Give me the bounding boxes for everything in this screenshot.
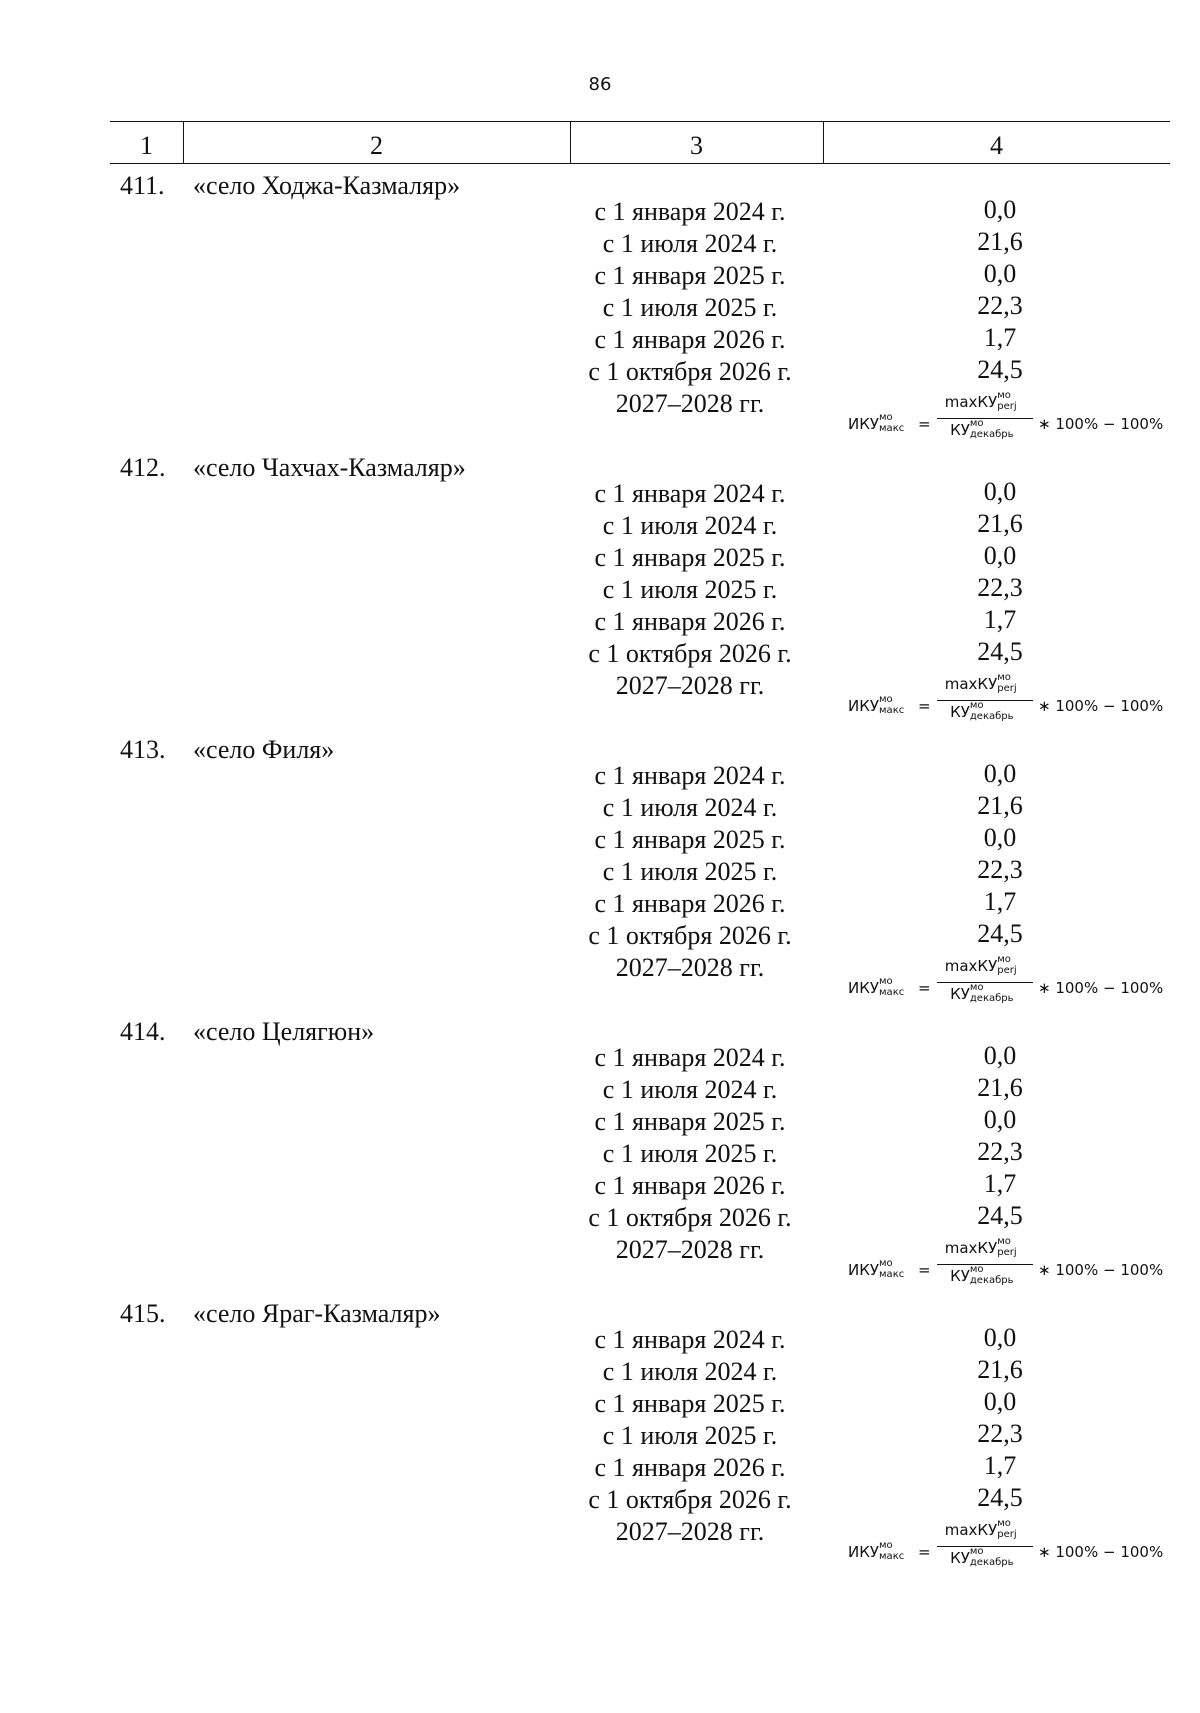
entry-date: с 1 июля 2025 г. bbox=[602, 1139, 778, 1168]
entry-date: с 1 января 2026 г. bbox=[594, 1171, 786, 1200]
header-top-border bbox=[110, 121, 1170, 122]
entry-date: с 1 января 2025 г. bbox=[594, 1107, 786, 1136]
entry-value: 22,3 bbox=[977, 573, 1023, 602]
formula bbox=[848, 1235, 1164, 1295]
formula-equals: = bbox=[918, 1543, 931, 1561]
table-entry bbox=[0, 452, 1200, 734]
formula-denominator: КУ мо декабрь bbox=[950, 699, 1014, 722]
entry-date: с 1 января 2024 г. bbox=[594, 1325, 786, 1354]
entry-period: 2027–2028 гг. bbox=[615, 1517, 765, 1546]
entry-value: 24,5 bbox=[977, 637, 1023, 666]
formula-denominator: КУ мо декабрь bbox=[950, 981, 1014, 1004]
formula bbox=[848, 671, 1164, 731]
entry-number: 415. bbox=[120, 1299, 166, 1328]
entry-value: 1,7 bbox=[983, 323, 1017, 352]
entry-number: 413. bbox=[120, 735, 166, 764]
formula-lhs: ИКУ мо макс bbox=[848, 1257, 905, 1280]
formula bbox=[848, 953, 1164, 1013]
entry-value: 0,0 bbox=[983, 259, 1017, 288]
formula-rest: ∗ 100% − 100% bbox=[1038, 1261, 1164, 1279]
formula-numerator: maxКУ мо perj bbox=[944, 953, 1017, 976]
entry-value: 1,7 bbox=[983, 605, 1017, 634]
formula-lhs: ИКУ мо макс bbox=[848, 1539, 905, 1562]
entry-date: с 1 июля 2025 г. bbox=[602, 293, 778, 322]
formula-equals: = bbox=[918, 697, 931, 715]
entry-value: 0,0 bbox=[983, 541, 1017, 570]
entry-value: 0,0 bbox=[983, 1387, 1017, 1416]
entry-date: с 1 октября 2026 г. bbox=[588, 1203, 792, 1232]
formula-equals: = bbox=[918, 979, 931, 997]
formula-fraction-bar bbox=[937, 418, 1033, 419]
table-entry bbox=[0, 1298, 1200, 1580]
entry-name: «село Чахчах-Казмаляр» bbox=[193, 453, 466, 482]
table-entry bbox=[0, 734, 1200, 1016]
entry-value: 0,0 bbox=[983, 759, 1017, 788]
entry-date: с 1 июля 2024 г. bbox=[602, 793, 778, 822]
entry-value: 21,6 bbox=[977, 1073, 1023, 1102]
entry-value: 0,0 bbox=[983, 1323, 1017, 1352]
entry-date: с 1 октября 2026 г. bbox=[588, 1485, 792, 1514]
header-bottom-border bbox=[110, 163, 1170, 164]
entry-value: 22,3 bbox=[977, 1137, 1023, 1166]
entry-value: 24,5 bbox=[977, 1483, 1023, 1512]
formula-fraction-bar bbox=[937, 700, 1033, 701]
entry-date: с 1 июля 2025 г. bbox=[602, 1421, 778, 1450]
entry-value: 21,6 bbox=[977, 227, 1023, 256]
formula bbox=[848, 1517, 1164, 1577]
entry-value: 1,7 bbox=[983, 887, 1017, 916]
entry-date: с 1 января 2025 г. bbox=[594, 1389, 786, 1418]
entry-value: 22,3 bbox=[977, 1419, 1023, 1448]
formula bbox=[848, 389, 1164, 449]
entry-name: «село Целягюн» bbox=[193, 1017, 375, 1046]
formula-denominator: КУ мо декабрь bbox=[950, 1545, 1014, 1568]
entry-date: с 1 января 2026 г. bbox=[594, 889, 786, 918]
entry-date: с 1 января 2026 г. bbox=[594, 1453, 786, 1482]
entry-value: 1,7 bbox=[983, 1451, 1017, 1480]
formula-numerator: maxКУ мо perj bbox=[944, 389, 1017, 412]
entry-date: с 1 января 2024 г. bbox=[594, 1043, 786, 1072]
table-entry bbox=[0, 1016, 1200, 1298]
entry-value: 0,0 bbox=[983, 1105, 1017, 1134]
entry-value: 24,5 bbox=[977, 355, 1023, 384]
entry-date: с 1 июля 2024 г. bbox=[602, 1075, 778, 1104]
formula-rest: ∗ 100% − 100% bbox=[1038, 697, 1164, 715]
entry-date: с 1 января 2024 г. bbox=[594, 479, 786, 508]
entry-date: с 1 июля 2025 г. bbox=[602, 857, 778, 886]
formula-numerator: maxКУ мо perj bbox=[944, 671, 1017, 694]
entry-period: 2027–2028 гг. bbox=[615, 1235, 765, 1264]
entry-value: 1,7 bbox=[983, 1169, 1017, 1198]
entry-value: 0,0 bbox=[983, 823, 1017, 852]
formula-lhs: ИКУ мо макс bbox=[848, 693, 905, 716]
header-col-1: 1 bbox=[140, 131, 153, 160]
formula-fraction-bar bbox=[937, 1546, 1033, 1547]
entry-name: «село Филя» bbox=[193, 735, 335, 764]
entry-date: с 1 октября 2026 г. bbox=[588, 921, 792, 950]
entry-date: с 1 января 2025 г. bbox=[594, 543, 786, 572]
entry-value: 24,5 bbox=[977, 919, 1023, 948]
formula-rest: ∗ 100% − 100% bbox=[1038, 415, 1164, 433]
formula-denominator: КУ мо декабрь bbox=[950, 417, 1014, 440]
formula-numerator: maxКУ мо perj bbox=[944, 1235, 1017, 1258]
formula-fraction-bar bbox=[937, 1264, 1033, 1265]
entry-value: 0,0 bbox=[983, 1041, 1017, 1070]
formula-equals: = bbox=[918, 1261, 931, 1279]
entry-value: 21,6 bbox=[977, 1355, 1023, 1384]
formula-equals: = bbox=[918, 415, 931, 433]
entry-date: с 1 января 2025 г. bbox=[594, 261, 786, 290]
entry-number: 412. bbox=[120, 453, 166, 482]
entry-value: 0,0 bbox=[983, 477, 1017, 506]
entry-value: 22,3 bbox=[977, 855, 1023, 884]
formula-lhs: ИКУ мо макс bbox=[848, 975, 905, 998]
entry-date: с 1 октября 2026 г. bbox=[588, 357, 792, 386]
entry-date: с 1 октября 2026 г. bbox=[588, 639, 792, 668]
formula-lhs: ИКУ мо макс bbox=[848, 411, 905, 434]
entry-period: 2027–2028 гг. bbox=[615, 953, 765, 982]
entry-name: «село Яраг-Казмаляр» bbox=[193, 1299, 441, 1328]
entry-date: с 1 января 2025 г. bbox=[594, 825, 786, 854]
header-col-2: 2 bbox=[370, 131, 383, 160]
entry-name: «село Ходжа-Казмаляр» bbox=[193, 171, 461, 200]
entry-date: с 1 июля 2024 г. bbox=[602, 229, 778, 258]
entry-period: 2027–2028 гг. bbox=[615, 671, 765, 700]
entry-value: 22,3 bbox=[977, 291, 1023, 320]
entry-date: с 1 января 2026 г. bbox=[594, 607, 786, 636]
header-col-4: 4 bbox=[990, 131, 1003, 160]
formula-denominator: КУ мо декабрь bbox=[950, 1263, 1014, 1286]
entry-date: с 1 января 2024 г. bbox=[594, 761, 786, 790]
entry-date: с 1 января 2024 г. bbox=[594, 197, 786, 226]
formula-rest: ∗ 100% − 100% bbox=[1038, 1543, 1164, 1561]
entry-value: 21,6 bbox=[977, 509, 1023, 538]
entry-number: 411. bbox=[120, 171, 165, 200]
formula-fraction-bar bbox=[937, 982, 1033, 983]
formula-rest: ∗ 100% − 100% bbox=[1038, 979, 1164, 997]
header-col-3: 3 bbox=[690, 131, 703, 160]
entry-period: 2027–2028 гг. bbox=[615, 389, 765, 418]
entry-date: с 1 июля 2024 г. bbox=[602, 1357, 778, 1386]
entry-value: 21,6 bbox=[977, 791, 1023, 820]
entry-date: с 1 июля 2025 г. bbox=[602, 575, 778, 604]
table-entry bbox=[0, 170, 1200, 452]
entry-date: с 1 июля 2024 г. bbox=[602, 511, 778, 540]
entry-value: 0,0 bbox=[983, 195, 1017, 224]
page-number: 86 bbox=[588, 74, 612, 95]
entry-date: с 1 января 2026 г. bbox=[594, 325, 786, 354]
entry-value: 24,5 bbox=[977, 1201, 1023, 1230]
entry-number: 414. bbox=[120, 1017, 166, 1046]
formula-numerator: maxКУ мо perj bbox=[944, 1517, 1017, 1540]
